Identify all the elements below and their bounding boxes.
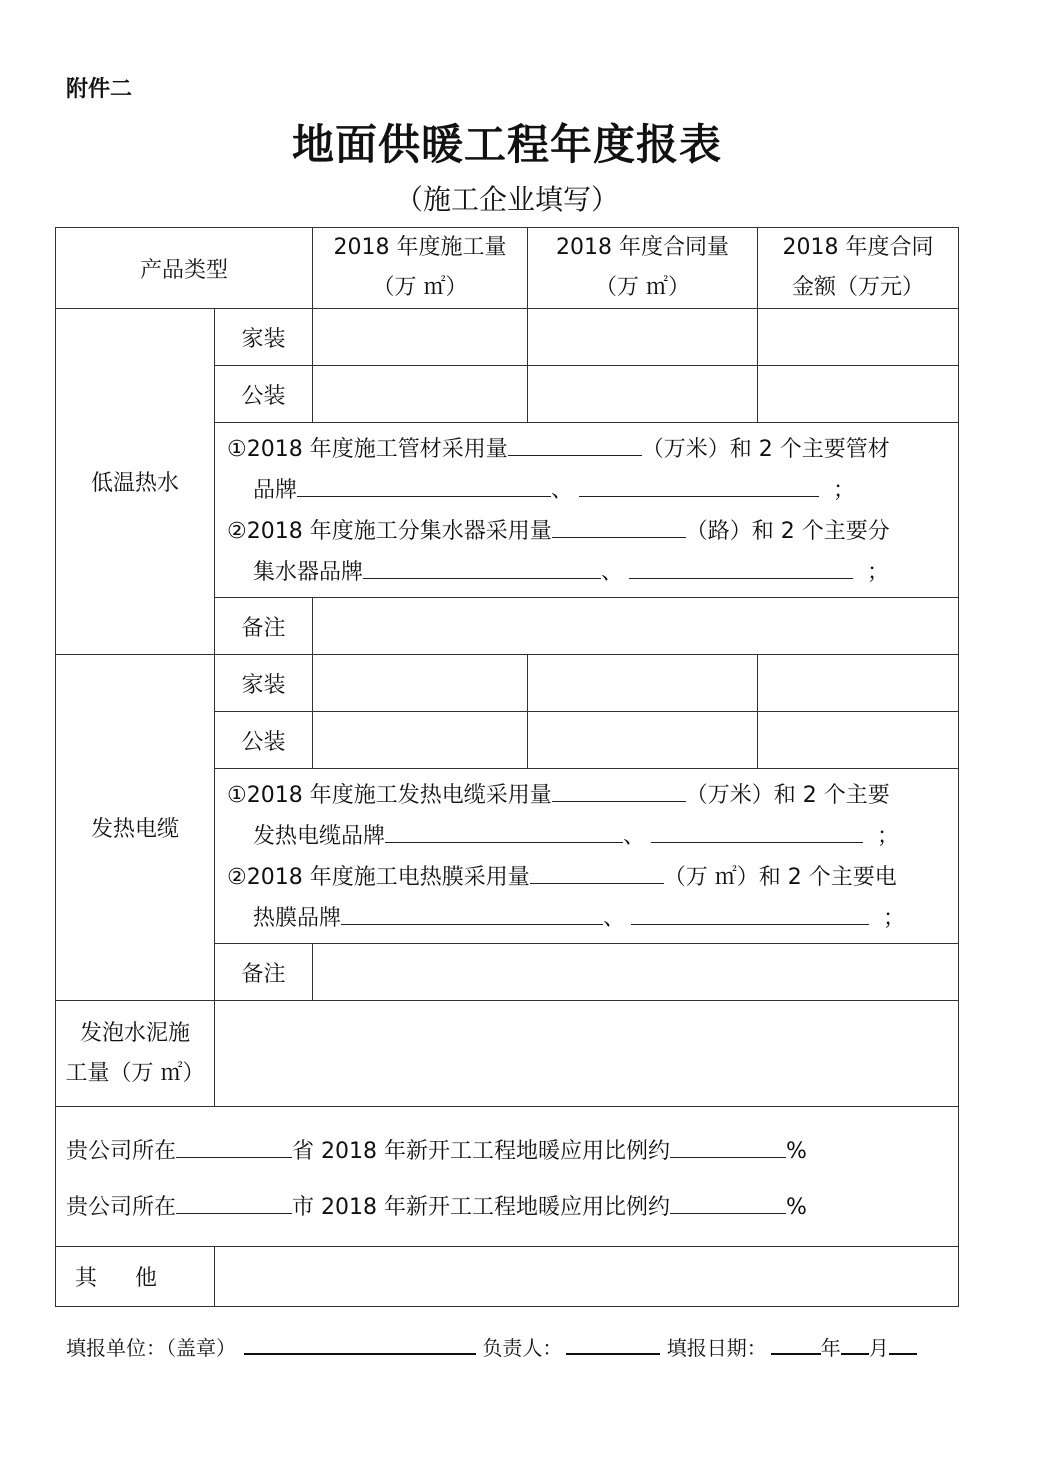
input-cell[interactable] — [758, 309, 959, 366]
row-label-home: 家装 — [215, 309, 313, 366]
input-cell[interactable] — [313, 366, 528, 423]
input-cell[interactable] — [758, 712, 959, 769]
header-construction-volume: 2018 年度施工量 （万 ㎡） — [313, 228, 528, 309]
pipe-brand-question[interactable]: ①2018 年度施工管材采用量 （万米）和 2 个主要管材 品牌 、 ； ②2018 年度施工分集水器采用量 （路）和 2 个主要分 集水器品牌 、 ； — [215, 423, 959, 598]
month-field[interactable] — [841, 1331, 869, 1355]
table-row — [56, 1247, 959, 1307]
input-cell[interactable] — [758, 366, 959, 423]
blank-line[interactable] — [670, 1187, 786, 1214]
header-contract-amount: 2018 年度合同 金额（万元） — [758, 228, 959, 309]
blank-line[interactable] — [651, 816, 863, 843]
form-footer: 填报单位：（盖章） 负责人： 填报日期： 年 月 — [66, 1331, 917, 1361]
unit-field[interactable] — [244, 1331, 476, 1355]
blank-line[interactable] — [552, 775, 686, 802]
row-label-remarks: 备注 — [215, 598, 313, 655]
footer-unit-label: 填报单位：（盖章） — [66, 1336, 236, 1360]
attachment-label: 附件二 — [66, 77, 133, 102]
blank-line[interactable] — [385, 816, 623, 843]
blank-line[interactable] — [579, 470, 819, 497]
category-foam-cement: 发泡水泥施 工量（万 ㎡） — [56, 1001, 215, 1107]
blank-line[interactable] — [176, 1187, 292, 1214]
day-field[interactable] — [889, 1331, 917, 1355]
blank-line[interactable] — [341, 898, 603, 925]
input-cell[interactable] — [313, 598, 959, 655]
table-row — [56, 655, 959, 712]
input-cell[interactable] — [313, 712, 528, 769]
blank-line[interactable] — [631, 898, 869, 925]
blank-line[interactable] — [297, 470, 551, 497]
input-cell[interactable] — [215, 1001, 959, 1107]
header-contract-volume: 2018 年度合同量 （万 ㎡） — [528, 228, 758, 309]
report-table — [55, 227, 959, 1307]
input-cell[interactable] — [528, 366, 758, 423]
input-cell[interactable] — [313, 655, 528, 712]
page-subtitle: （施工企业填写） — [394, 183, 619, 216]
blank-line[interactable] — [508, 429, 642, 456]
input-cell[interactable] — [313, 944, 959, 1001]
person-field[interactable] — [566, 1331, 660, 1355]
blank-line[interactable] — [530, 857, 664, 884]
table-row — [56, 309, 959, 366]
input-cell[interactable] — [215, 1247, 959, 1307]
table-row — [56, 1107, 959, 1247]
footer-date-label: 填报日期： — [666, 1336, 767, 1360]
input-cell[interactable] — [758, 655, 959, 712]
table-row — [56, 1001, 959, 1107]
blank-line[interactable] — [363, 552, 601, 579]
row-label-home: 家装 — [215, 655, 313, 712]
blank-line[interactable] — [176, 1131, 292, 1158]
input-cell[interactable] — [528, 712, 758, 769]
input-cell[interactable] — [313, 309, 528, 366]
year-field[interactable] — [771, 1331, 821, 1355]
header-row — [56, 228, 959, 309]
cable-brand-question[interactable]: ①2018 年度施工发热电缆采用量 （万米）和 2 个主要 发热电缆品牌 、 ； ②2018 年度施工电热膜采用量 （万 ㎡）和 2 个主要电 热膜品牌 、 ； — [215, 769, 959, 944]
row-label-other: 其他 — [56, 1247, 215, 1307]
input-cell[interactable] — [528, 309, 758, 366]
blank-line[interactable] — [670, 1131, 786, 1158]
row-label-public: 公装 — [215, 366, 313, 423]
blank-line[interactable] — [629, 552, 853, 579]
page-title: 地面供暖工程年度报表 — [291, 120, 722, 169]
header-product-type: 产品类型 — [56, 228, 313, 309]
input-cell[interactable] — [528, 655, 758, 712]
category-heating-cable: 发热电缆 — [56, 655, 215, 1001]
row-label-public: 公装 — [215, 712, 313, 769]
blank-line[interactable] — [552, 511, 686, 538]
category-low-temp-water: 低温热水 — [56, 309, 215, 655]
ratio-question[interactable]: 贵公司所在 省 2018 年新开工工程地暖应用比例约 % 贵公司所在 市 2018 年新开工工程地暖应用比例约 % — [56, 1107, 959, 1247]
row-label-remarks: 备注 — [215, 944, 313, 1001]
footer-person-label: 负责人： — [482, 1336, 563, 1360]
